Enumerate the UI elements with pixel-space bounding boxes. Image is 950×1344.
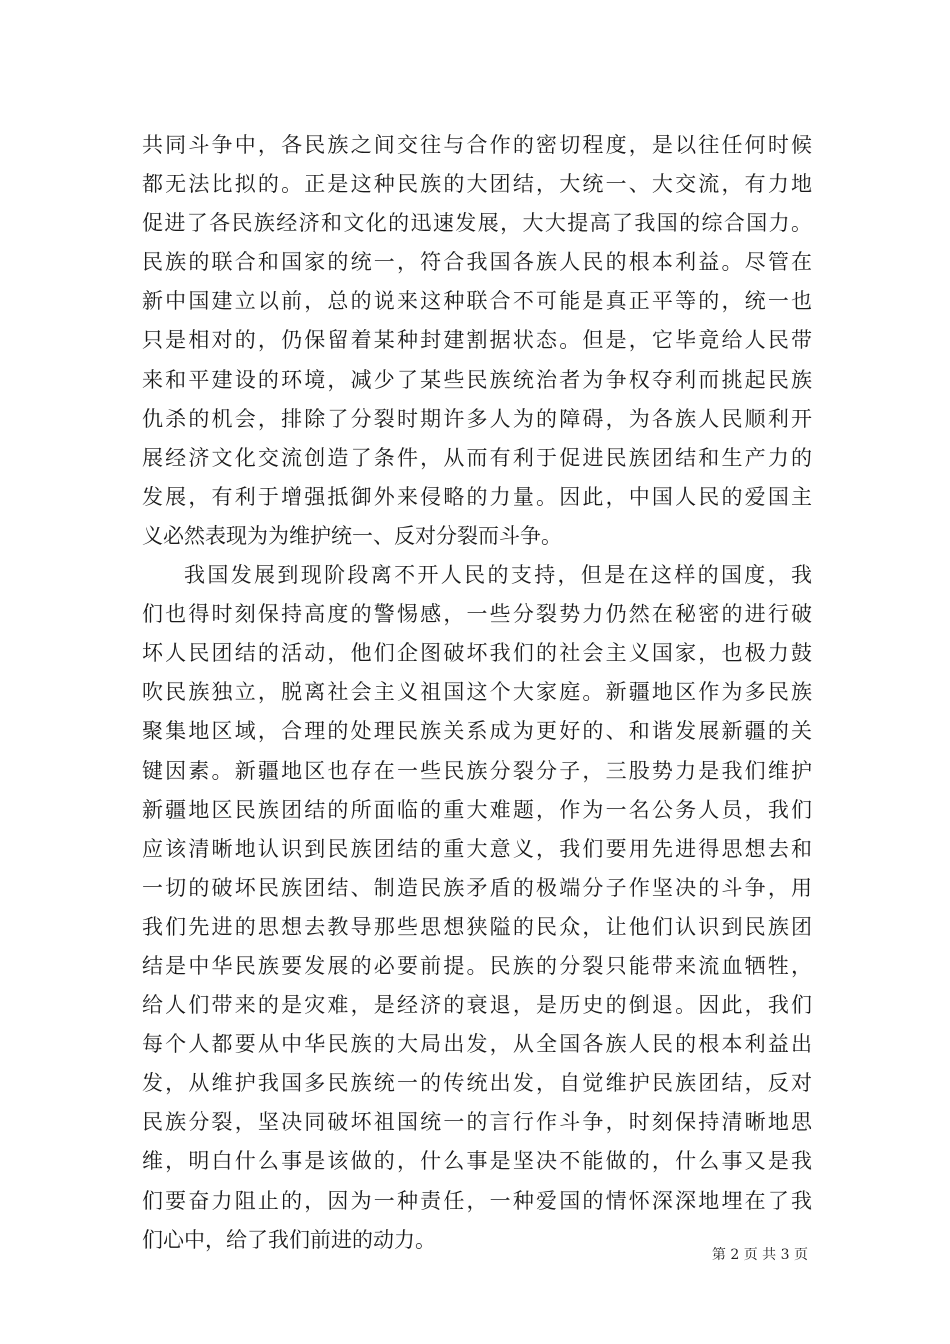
page-number-footer: 第 2 页 共 3 页 — [711, 1247, 808, 1263]
paragraph-1 — [142, 126, 812, 556]
paragraph-line: 民族分裂，坚决同破坏祖国统一的言行作斗争，时刻保持清晰地思 — [142, 1110, 812, 1135]
paragraph-line: 结是中华民族要发展的必要前提。民族的分裂只能带来流血牺牲， — [142, 953, 812, 978]
paragraph-line: 发展，有利于增强抵御外来侵略的力量。因此，中国人民的爱国主 — [142, 484, 812, 509]
paragraph-line: 新疆地区民族团结的所面临的重大难题，作为一名公务人员，我们 — [142, 797, 812, 822]
paragraph-line: 展经济文化交流创造了条件，从而有利于促进民族团结和生产力的 — [142, 445, 812, 470]
paragraph-line: 民族的联合和国家的统一，符合我国各族人民的根本利益。尽管在 — [142, 250, 812, 275]
paragraph-line: 吹民族独立，脱离社会主义祖国这个大家庭。新疆地区作为多民族 — [142, 680, 812, 705]
paragraph-line: 都无法比拟的。正是这种民族的大团结，大统一、大交流，有力地 — [142, 172, 812, 197]
paragraph-line: 维，明白什么事是该做的，什么事是坚决不能做的，什么事又是我 — [142, 1149, 812, 1174]
paragraph-line: 我国发展到现阶段离不开人民的支持，但是在这样的国度，我 — [184, 563, 812, 588]
paragraph-line: 发，从维护我国多民族统一的传统出发，自觉维护民族团结，反对 — [142, 1071, 812, 1096]
paragraph-line: 们也得时刻保持高度的警惕感，一些分裂势力仍然在秘密的进行破 — [142, 602, 812, 627]
paragraph-line: 们心中，给了我们前进的动力。 — [142, 1227, 436, 1252]
paragraph-line: 聚集地区域，合理的处理民族关系成为更好的、和谐发展新疆的关 — [142, 719, 812, 744]
paragraph-line: 促进了各民族经济和文化的迅速发展，大大提高了我国的综合国力。 — [142, 211, 812, 236]
body-text — [142, 126, 812, 1260]
paragraph-line: 键因素。新疆地区也存在一些民族分裂分子，三股势力是我们维护 — [142, 758, 812, 783]
paragraph-line: 们要奋力阻止的，因为一种责任，一种爱国的情怀深深地埋在了我 — [142, 1188, 812, 1213]
paragraph-line: 给人们带来的是灾难，是经济的衰退，是历史的倒退。因此，我们 — [142, 993, 812, 1018]
paragraph-line: 来和平建设的环境，减少了某些民族统治者为争权夺利而挑起民族 — [142, 367, 812, 392]
paragraph-line: 义必然表现为为维护统一、反对分裂而斗争。 — [142, 523, 562, 548]
paragraph-line: 每个人都要从中华民族的大局出发，从全国各族人民的根本利益出 — [142, 1032, 812, 1057]
paragraph-line: 仇杀的机会，排除了分裂时期许多人为的障碍，为各族人民顺利开 — [142, 406, 812, 431]
paragraph-2 — [142, 556, 812, 1260]
paragraph-line: 应该清晰地认识到民族团结的重大意义，我们要用先进得思想去和 — [142, 836, 812, 861]
paragraph-line: 新中国建立以前，总的说来这种联合不可能是真正平等的，统一也 — [142, 289, 812, 314]
paragraph-line: 坏人民团结的活动，他们企图破坏我们的社会主义国家，也极力鼓 — [142, 641, 812, 666]
paragraph-line: 我们先进的思想去教导那些思想狭隘的民众，让他们认识到民族团 — [142, 914, 812, 939]
paragraph-line: 一切的破坏民族团结、制造民族矛盾的极端分子作坚决的斗争，用 — [142, 875, 812, 900]
paragraph-line: 共同斗争中，各民族之间交往与合作的密切程度，是以往任何时候 — [142, 133, 812, 157]
paragraph-line: 只是相对的，仍保留着某种封建割据状态。但是，它毕竟给人民带 — [142, 328, 812, 353]
